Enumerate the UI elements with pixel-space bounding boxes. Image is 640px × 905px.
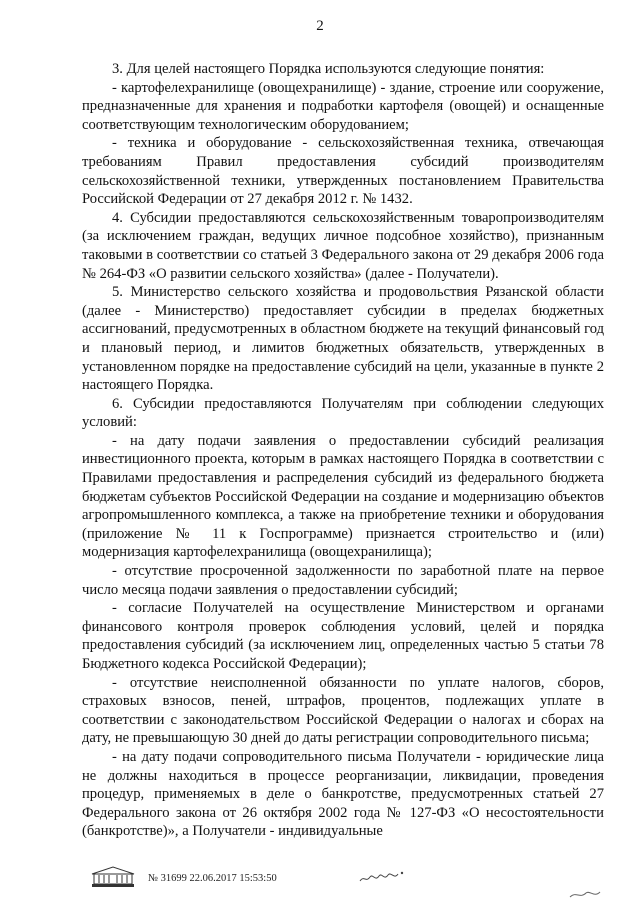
page-number: 2 — [316, 18, 324, 34]
paragraph: - согласие Получателей на осуществление Министерством и органами финансового контроля проверок соблюдения условий, целей и порядка предоставления субсидий (за исключением лиц, определенных частью 5 статьи 78 Бюджетного кодекса Российской Федерации); — [82, 600, 604, 672]
paragraph: 5. Министерство сельского хозяйства и продовольствия Рязанской области (далее - Министерство) предоставляет субсидии в пределах бюджетных ассигнований, предусмотренных в областном бюджете на текущий финансовый год и плановый период, и лимитов бюджетных обязательств, утвержденных в установленном порядке на предоставление субсидий на цели, указанные в пункте 2 настоящего Порядка. — [82, 284, 604, 394]
paragraph: - картофелехранилище (овощехранилище) - здание, строение или сооружение, предназначенные для хранения и подработки картофеля (овощей) и оснащенные соответствующим технологическим оборудованием; — [82, 79, 604, 133]
paragraph: - техника и оборудование - сельскохозяйственная техника, отвечающая требованиям Правил предоставления субсидий производителям сельскохозяйственной техники, утвержденных постановлением Правительства Российской Федерации от 27 декабря 2012 г. № 1432. — [82, 135, 604, 208]
registration-stamp: № 31699 22.06.2017 15:53:50 — [148, 873, 277, 884]
government-building-icon — [88, 865, 138, 889]
paragraph: - на дату подачи заявления о предоставлении субсидий реализация инвестиционного проекта, которым в рамках настоящего Порядка в соответствии с Правилами предоставления и распределения субсидий из федерального бюджета бюджетам субъектов Российской Федерации на создание и модернизацию объектов агропромышленного комплекса, а также на приобретение техники и оборудования (приложение № 11 к Госпрограмме) признается строительство и (или) модернизация картофелехранилища (овощехранилища); — [82, 432, 604, 561]
paragraph: 4. Субсидии предоставляются сельскохозяйственным товаропроизводителям (за исключением граждан, ведущих личное подсобное хозяйство), признанным таковыми в соответствии со статьей 3 Федерального закона от 29 декабря 2006 года № 264-ФЗ «О развитии сельского хозяйства» (далее - Получатели). — [82, 209, 604, 282]
paragraph: 6. Субсидии предоставляются Получателям при соблюдении следующих условий: — [82, 395, 604, 431]
document-footer — [88, 865, 608, 891]
paragraph: - отсутствие просроченной задолженности по заработной плате на первое число месяца подачи заявления о предоставлении субсидий; — [82, 563, 604, 598]
document-body — [82, 60, 604, 841]
handwritten-mark — [358, 865, 406, 887]
paragraph: 3. Для целей настоящего Порядка используются следующие понятия: — [112, 61, 545, 77]
paragraph: - отсутствие неисполненной обязанности по уплате налогов, сборов, страховых взносов, пеней, штрафов, процентов, подлежащих уплате в соответствии с законодательством Российской Федерации о налогах и сборах на дату, не превышающую 30 дней до даты регистрации сопроводительного письма; — [82, 674, 604, 747]
paragraph: - на дату подачи сопроводительного письма Получатели - юридические лица не должны находиться в процессе реорганизации, ликвидации, проведения процедур, применяемых в деле о банкротстве, предусмотренных статьей 27 Федерального закона от 26 октября 2002 года № 127-ФЗ «О несостоятельности (банкротстве)», а Получатели - индивидуальные — [82, 748, 604, 840]
corner-scribble — [568, 887, 608, 901]
